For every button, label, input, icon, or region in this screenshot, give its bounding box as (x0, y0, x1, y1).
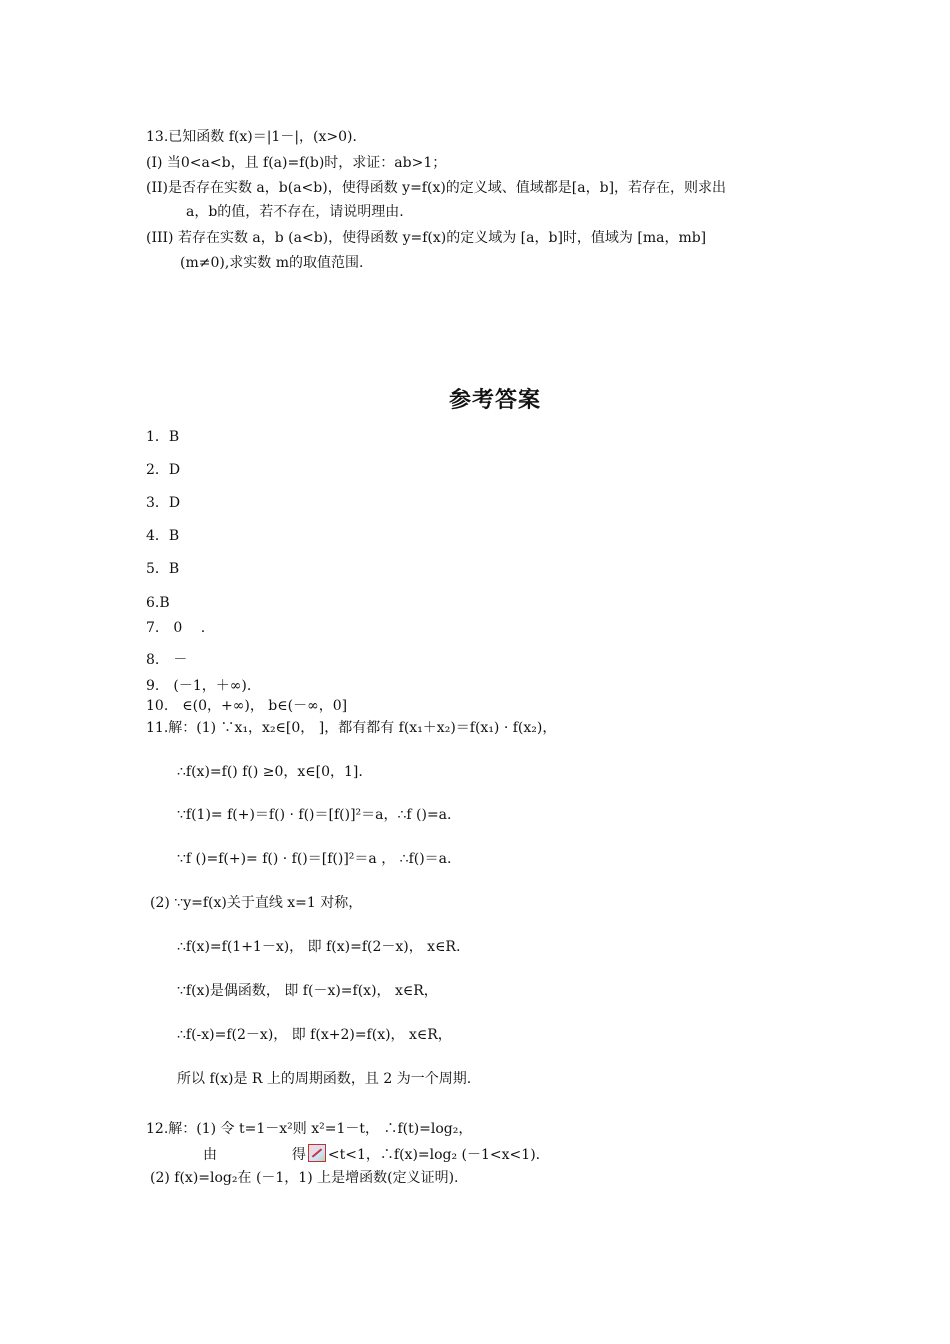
answer-item: 10. ∈(0，+∞)， b∈(－∞，0] (146, 698, 348, 714)
problem-13-part-3-cont: (m≠0),求实数 m的取值范围. (180, 255, 364, 271)
problem-13-part-3: (III) 若存在实数 a，b (a<b)，使得函数 y=f(x)的定义域为 [a，b]时，值域为 [ma，mb] (146, 230, 707, 246)
solution-12-line: 12.解：(1) 令 t=1－x²则 x²=1－t， ∴f(t)=log₂， (146, 1121, 473, 1137)
solution-11-line: (2) ∵y=f(x)关于直线 x=1 对称， (150, 895, 363, 911)
solution-12-word-de: 得 (291, 1147, 306, 1163)
problem-13-part-1: (I) 当0<a<b，且 f(a)=f(b)时，求证：ab>1； (146, 155, 447, 171)
problem-13-part-2-cont: a，b的值，若不存在，请说明理由. (186, 204, 404, 220)
answer-item: 7. 0 . (146, 620, 206, 636)
answer-item: 6.B (146, 595, 170, 611)
answer-item: 8. － (146, 652, 188, 668)
problem-13-part-2: (II)是否存在实数 a，b(a<b)，使得函数 y=f(x)的定义域、值域都是[a，b]，若存在，则求出 (146, 180, 727, 196)
solution-11-line: ∵f(1)= f(+)＝f() · f()＝[f()]²＝a，∴f ()=a. (177, 807, 452, 823)
broken-image-icon (308, 1144, 326, 1162)
answer-item: 4．B (146, 528, 180, 544)
answer-item: 5．B (146, 561, 180, 577)
answer-item: 9. (－1，＋∞). (146, 678, 252, 694)
solution-11-line: ∴f(x)=f() f() ≥0，x∈[0，1]. (177, 764, 363, 780)
solution-11-line: ∴f(-x)=f(2－x)， 即 f(x+2)=f(x)， x∈R， (177, 1027, 452, 1043)
solution-12-line: (2) f(x)=log₂在 (－1，1) 上是增函数(定义证明). (150, 1170, 459, 1186)
solution-11-line: 11.解：(1) ∵x₁，x₂∈[0， ]，都有都有 f(x₁＋x₂)＝f(x₁) · f(x₂)， (146, 720, 557, 736)
solution-12-domain: <t<1，∴f(x)=log₂ (－1<x<1). (327, 1147, 541, 1163)
answer-item: 2．D (146, 462, 181, 478)
solution-11-line: ∵f ()=f(+)= f() · f()＝[f()]²＝a ， ∴f()＝a. (177, 851, 452, 867)
solution-12-word-you: 由 (203, 1147, 217, 1163)
solution-12-line (203, 1144, 540, 1164)
answers-heading: 参考答案 (448, 388, 541, 413)
answer-item: 3．D (146, 495, 181, 511)
solution-11-line: 所以 f(x)是 R 上的周期函数，且 2 为一个周期. (177, 1071, 472, 1087)
problem-13-stem: 13.已知函数 f(x)＝|1－|，(x>0)． (146, 129, 367, 145)
solution-11-line: ∵f(x)是偶函数， 即 f(－x)=f(x)， x∈R， (177, 983, 438, 999)
solution-11-line: ∴f(x)=f(1+1－x)， 即 f(x)=f(2－x)， x∈R. (177, 939, 461, 955)
answer-item: 1．B (146, 429, 180, 445)
